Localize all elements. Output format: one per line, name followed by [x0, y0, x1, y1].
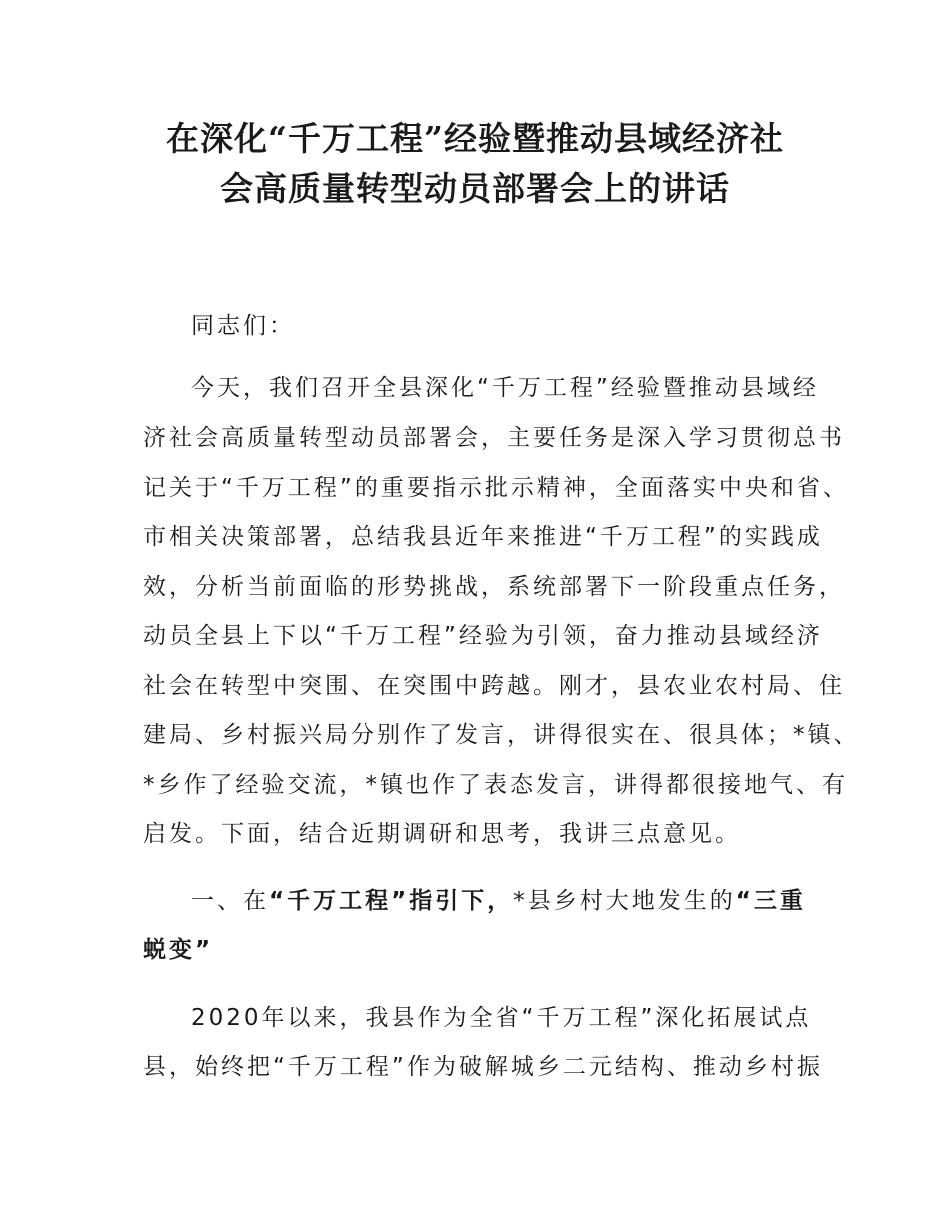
paragraph-1-line: 建局、乡村振兴局分别作了发言，讲得很实在、很具体；*镇、 — [143, 722, 860, 748]
paragraph-1-line: 市相关决策部署，总结我县近年来推进“千万工程”的实践成 — [143, 524, 823, 550]
section-1-heading-end-quote: “三重 — [735, 888, 806, 914]
section-1-heading-line-2-text: 蜕变” — [143, 937, 214, 963]
paragraph-1-line: 社会在转型中突围、在突围中跨越。刚才，县农业农村局、住 — [143, 673, 845, 699]
document-title-line-1: 在深化“千万工程”经验暨推动县域经济社 — [166, 119, 784, 158]
paragraph-1-line: 启发。下面，结合近期调研和思考，我讲三点意见。 — [143, 821, 741, 847]
section-1-heading-quoted: “千万工程”指引下， — [269, 888, 514, 914]
paragraph-1-line: *乡作了经验交流，*镇也作了表态发言，讲得都很接地气、有 — [143, 772, 848, 798]
section-1-heading — [191, 884, 806, 918]
document-title-line-2: 会高质量转型动员部署会上的讲话 — [220, 169, 730, 208]
paragraph-1-line: 济社会高质量转型动员部署会，主要任务是深入学习贯彻总书 — [143, 425, 845, 451]
section-1-heading-middle: *县乡村大地发生的 — [513, 888, 736, 914]
paragraph-2-line: 县，始终把“千万工程”作为破解城乡二元结构、推动乡村振 — [143, 1054, 823, 1080]
section-1-heading-prefix: 一、在 — [191, 888, 269, 914]
paragraph-1-line: 今天，我们召开全县深化“千万工程”经验暨推动县域经 — [191, 375, 819, 401]
paragraph-1-line: 记关于“千万工程”的重要指示批示精神，全面落实中央和省、 — [143, 475, 849, 501]
salutation: 同志们： — [191, 313, 295, 339]
section-1-heading-line-2 — [143, 933, 213, 967]
paragraph-2-line: 2020年以来，我县作为全省“千万工程”深化拓展试点 — [191, 1005, 812, 1031]
paragraph-1-line: 动员全县上下以“千万工程”经验为引领，奋力推动县域经济 — [143, 623, 823, 649]
paragraph-1-line: 效，分析当前面临的形势挑战，系统部署下一阶段重点任务， — [143, 574, 845, 600]
